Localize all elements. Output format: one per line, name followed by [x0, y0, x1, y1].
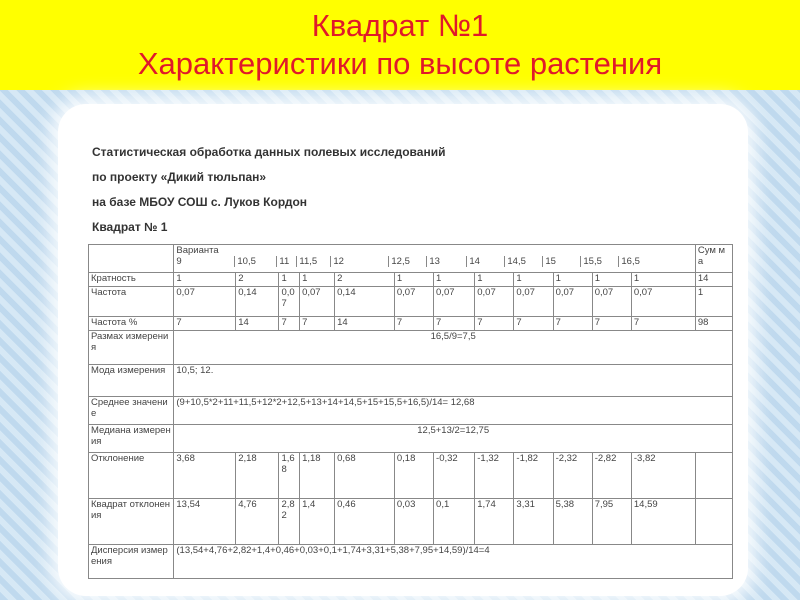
table-body	[89, 245, 733, 579]
table-row	[89, 453, 733, 499]
table-cell: 4,76	[236, 499, 279, 545]
table-cell: 0,1	[434, 499, 475, 545]
statistics-table	[88, 244, 733, 579]
slide-subtitle: Характеристики по высоте растения	[137, 46, 663, 81]
table-cell: -2,32	[553, 453, 592, 499]
variant-value: 10,5	[234, 256, 276, 267]
variant-value: 11,5	[296, 256, 330, 267]
doc-heading-3: на базе МБОУ СОШ с. Луков Кордон	[92, 195, 308, 209]
table-cell: 0,18	[394, 453, 433, 499]
row-label: Частота	[89, 287, 174, 317]
table-cell: 7	[174, 317, 236, 331]
table-row	[89, 499, 733, 545]
variant-value: 11	[276, 256, 296, 267]
table-cell: 1	[279, 273, 300, 287]
merged-value-cell: (13,54+4,76+2,82+1,4+0,46+0,03+0,1+1,74+3,31+5,38+7,95+14,59)/14=4	[174, 545, 733, 579]
table-cell: 0,03	[394, 499, 433, 545]
sum-cell	[695, 499, 732, 545]
doc-heading-4: Квадрат № 1	[92, 220, 168, 234]
table-cell: 2	[236, 273, 279, 287]
table-row	[89, 425, 733, 453]
merged-value-cell: 12,5+13/2=12,75	[174, 425, 733, 453]
sum-cell: 98	[695, 317, 732, 331]
sum-cell	[695, 453, 732, 499]
table-cell: 0,07	[553, 287, 592, 317]
table-cell: 1	[631, 273, 695, 287]
table-cell: 0,07	[300, 287, 335, 317]
row-label: Медиана измерения	[89, 425, 174, 453]
variants-header-cell	[174, 245, 696, 273]
table-cell: 1	[592, 273, 631, 287]
table-cell: 1	[394, 273, 433, 287]
table-cell: 1,18	[300, 453, 335, 499]
table-cell: 7	[394, 317, 433, 331]
table-cell: -2,82	[592, 453, 631, 499]
table-cell: 7	[553, 317, 592, 331]
table-cell: -0,32	[434, 453, 475, 499]
variant-value: 14	[466, 256, 504, 267]
row-label: Кратность	[89, 273, 174, 287]
document-header	[92, 140, 445, 240]
merged-value-cell: 10,5; 12.	[174, 365, 733, 397]
table-cell: 1	[434, 273, 475, 287]
table-row	[89, 287, 733, 317]
doc-heading-1: Статистическая обработка данных полевых исследований	[92, 145, 446, 159]
sum-cell: 14	[695, 273, 732, 287]
table-cell: 0,68	[335, 453, 395, 499]
table-cell: 14,59	[631, 499, 695, 545]
table-row	[89, 545, 733, 579]
table-cell: 1	[475, 273, 514, 287]
table-cell: 14	[335, 317, 395, 331]
variant-value: 15,5	[580, 256, 618, 267]
sum-cell: 1	[695, 287, 732, 317]
table-cell: 2,18	[236, 453, 279, 499]
table-cell: 0,14	[335, 287, 395, 317]
table-cell: 0,46	[335, 499, 395, 545]
variant-value: 9	[176, 256, 182, 267]
table-cell: 7	[434, 317, 475, 331]
table-cell: 7	[475, 317, 514, 331]
table-cell: 5,38	[553, 499, 592, 545]
table-cell: 0,14	[236, 287, 279, 317]
row-label: Квадрат отклонения	[89, 499, 174, 545]
title-banner	[0, 0, 800, 90]
table-cell: 1	[174, 273, 236, 287]
row-label: Отклонение	[89, 453, 174, 499]
variant-value: 15	[542, 256, 580, 267]
table-cell: 0,07	[631, 287, 695, 317]
variant-value: 12,5	[388, 256, 426, 267]
table-row	[89, 317, 733, 331]
table-cell: 7	[514, 317, 553, 331]
slide-title: Квадрат №1	[311, 8, 489, 43]
table-row-header	[89, 245, 733, 273]
table-cell: -1,32	[475, 453, 514, 499]
table-cell: 0,07	[174, 287, 236, 317]
table-cell: -3,82	[631, 453, 695, 499]
table-cell: 0,07	[475, 287, 514, 317]
row-label: Размах измерения	[89, 331, 174, 365]
table-cell: 7	[279, 317, 300, 331]
table-cell: 0,07	[592, 287, 631, 317]
variant-value: 16,5	[618, 256, 680, 267]
variants-values	[174, 256, 695, 267]
table-cell: 7	[631, 317, 695, 331]
variant-value: 14,5	[504, 256, 542, 267]
table-cell: 1	[553, 273, 592, 287]
row-label: Мода измерения	[89, 365, 174, 397]
sum-header: Сум ма	[695, 245, 732, 273]
scanned-document	[58, 104, 748, 596]
corner-cell	[89, 245, 174, 273]
table-cell: 7,95	[592, 499, 631, 545]
table-row	[89, 365, 733, 397]
table-row	[89, 273, 733, 287]
table-cell: 1,4	[300, 499, 335, 545]
variants-label: Варианта	[176, 245, 219, 256]
variant-value: 12	[330, 256, 388, 267]
table-cell: 14	[236, 317, 279, 331]
table-cell: 0,07	[394, 287, 433, 317]
table-cell: 0,07	[434, 287, 475, 317]
merged-value-cell: (9+10,5*2+11+11,5+12*2+12,5+13+14+14,5+15+15,5+16,5)/14= 12,68	[174, 397, 733, 425]
table-cell: 7	[300, 317, 335, 331]
table-cell: 0,07	[514, 287, 553, 317]
row-label: Среднее значение	[89, 397, 174, 425]
table-row	[89, 331, 733, 365]
table-cell: -1,82	[514, 453, 553, 499]
variant-value: 13	[426, 256, 466, 267]
table-cell: 0,07	[279, 287, 300, 317]
merged-value-cell: 16,5/9=7,5	[174, 331, 733, 365]
row-label: Дисперсия измерения	[89, 545, 174, 579]
table-cell: 1	[300, 273, 335, 287]
table-cell: 2,82	[279, 499, 300, 545]
table-cell: 3,68	[174, 453, 236, 499]
table-cell: 7	[592, 317, 631, 331]
table-cell: 1,68	[279, 453, 300, 499]
table-cell: 2	[335, 273, 395, 287]
doc-heading-2: по проекту «Дикий тюльпан»	[92, 170, 267, 184]
table-cell: 13,54	[174, 499, 236, 545]
table-cell: 1,74	[475, 499, 514, 545]
table-row	[89, 397, 733, 425]
table-cell: 3,31	[514, 499, 553, 545]
table-cell: 1	[514, 273, 553, 287]
row-label: Частота %	[89, 317, 174, 331]
